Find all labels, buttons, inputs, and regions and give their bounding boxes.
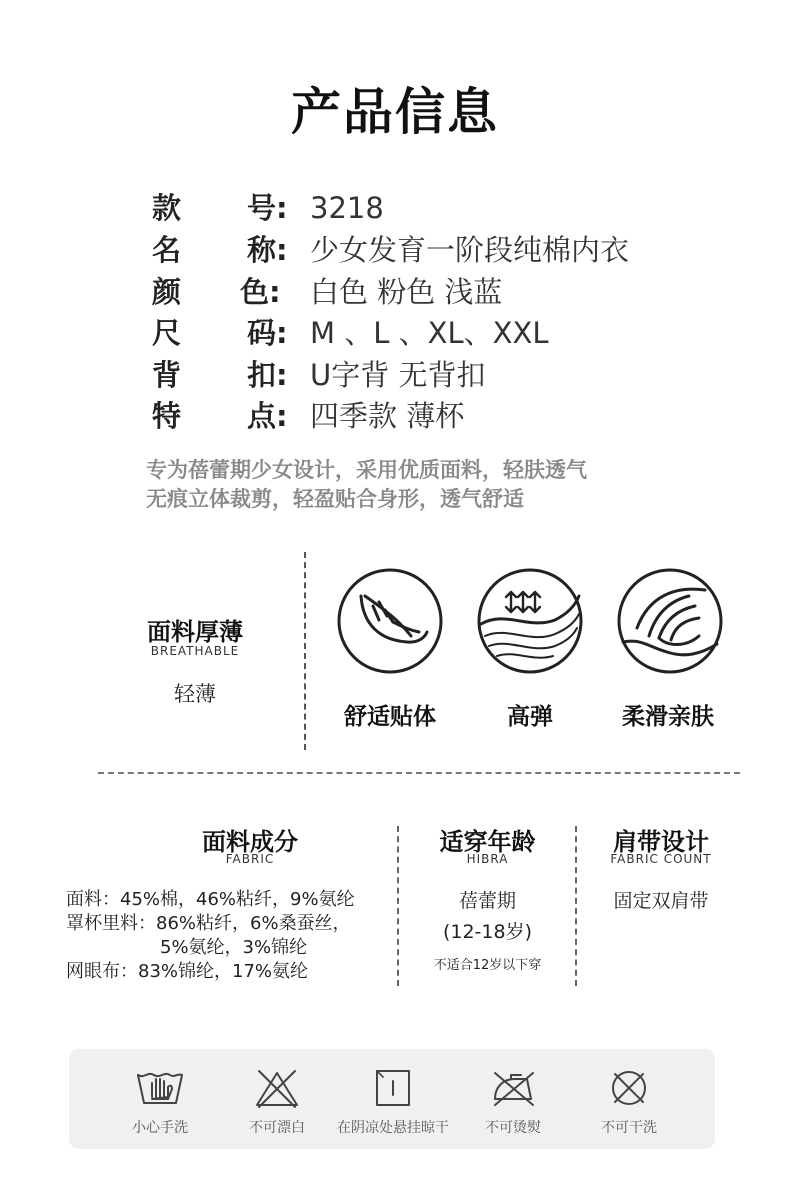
age-subtitle: HIBRA xyxy=(466,852,509,866)
spec-key-char2: 码: xyxy=(247,316,288,350)
age-note: 不适合12岁以下穿 xyxy=(433,958,542,973)
care-item xyxy=(217,1049,337,1149)
care-item xyxy=(569,1049,689,1149)
fabric-subtitle: FABRIC xyxy=(225,852,275,866)
spec-key-char2: 号: xyxy=(247,191,288,225)
feather-icon xyxy=(335,566,445,676)
care-item xyxy=(100,1049,220,1149)
care-label: 不可漂白 xyxy=(249,1120,305,1136)
spec-key-char1: 特 xyxy=(152,399,182,433)
fabric-line: 罩杯里料：86%粘纤，6%桑蚕丝， xyxy=(66,913,351,934)
care-item xyxy=(333,1049,453,1149)
spec-value: U字背 无背扣 xyxy=(310,358,486,392)
age-title: 适穿年龄 xyxy=(439,828,536,856)
thickness-value: 轻薄 xyxy=(174,682,216,706)
thickness-subtitle: BREATHABLE xyxy=(150,644,240,658)
divider-vertical xyxy=(397,826,399,986)
spec-key-char2: 扣: xyxy=(247,358,288,392)
fabric-line: 网眼布：83%锦纶，17%氨纶 xyxy=(66,961,309,982)
care-label: 不可烫熨 xyxy=(485,1120,541,1136)
description-line: 专为蓓蕾期少女设计，采用优质面料，轻肤透气 xyxy=(146,458,587,482)
age-range: (12-18岁) xyxy=(442,921,533,943)
spec-key-char2: 点: xyxy=(247,399,288,433)
spec-key-char2: 色: xyxy=(240,275,281,309)
spec-key-char1: 名 xyxy=(152,233,182,267)
no-iron-icon xyxy=(489,1067,537,1109)
hand-wash-icon xyxy=(136,1067,184,1109)
spec-value: 白色 粉色 浅蓝 xyxy=(310,275,503,309)
feature-label: 高弹 xyxy=(507,704,553,730)
line-dry-shade-icon xyxy=(369,1067,417,1109)
care-label: 小心手洗 xyxy=(132,1120,188,1136)
divider-horizontal xyxy=(98,772,740,774)
fabric-title: 面料成分 xyxy=(202,828,298,856)
page-title: 产品信息 xyxy=(291,83,499,141)
spec-key-char1: 背 xyxy=(152,358,182,392)
feature-label: 柔滑亲肤 xyxy=(622,704,714,730)
spec-key-char2: 称: xyxy=(247,233,288,267)
divider-vertical xyxy=(575,826,577,986)
care-label: 在阴凉处悬挂晾干 xyxy=(337,1120,449,1136)
strap-value: 固定双肩带 xyxy=(613,890,709,912)
care-label: 不可干洗 xyxy=(601,1120,657,1136)
spec-value: 四季款 薄杯 xyxy=(310,399,465,433)
smooth-skin-icon xyxy=(615,566,725,676)
spec-key-char1: 款 xyxy=(152,191,182,225)
fabric-line: 面料：45%棉，46%粘纤，9%氨纶 xyxy=(66,889,355,910)
product-description xyxy=(146,456,587,514)
age-stage: 蓓蕾期 xyxy=(458,890,516,912)
no-bleach-icon xyxy=(253,1067,301,1109)
fabric-line: 5%氨纶，3%锦纶 xyxy=(160,937,308,958)
care-item xyxy=(453,1049,573,1149)
strap-subtitle: FABRIC COUNT xyxy=(610,852,712,866)
care-instructions xyxy=(69,1049,715,1149)
description-line: 无痕立体裁剪，轻盈贴合身形，透气舒适 xyxy=(146,487,524,511)
spec-value: 少女发育一阶段纯棉内衣 xyxy=(310,233,630,267)
spec-value: 3218 xyxy=(310,191,384,225)
spec-value: M 、L 、XL、XXL xyxy=(310,316,549,350)
thickness-title: 面料厚薄 xyxy=(147,618,243,646)
stretch-fabric-icon xyxy=(475,566,585,676)
spec-key-char1: 颜 xyxy=(152,275,182,309)
spec-key-char1: 尺 xyxy=(152,316,182,350)
feature-label: 舒适贴体 xyxy=(344,704,436,730)
no-dry-clean-icon xyxy=(605,1067,653,1109)
strap-title: 肩带设计 xyxy=(613,828,709,856)
